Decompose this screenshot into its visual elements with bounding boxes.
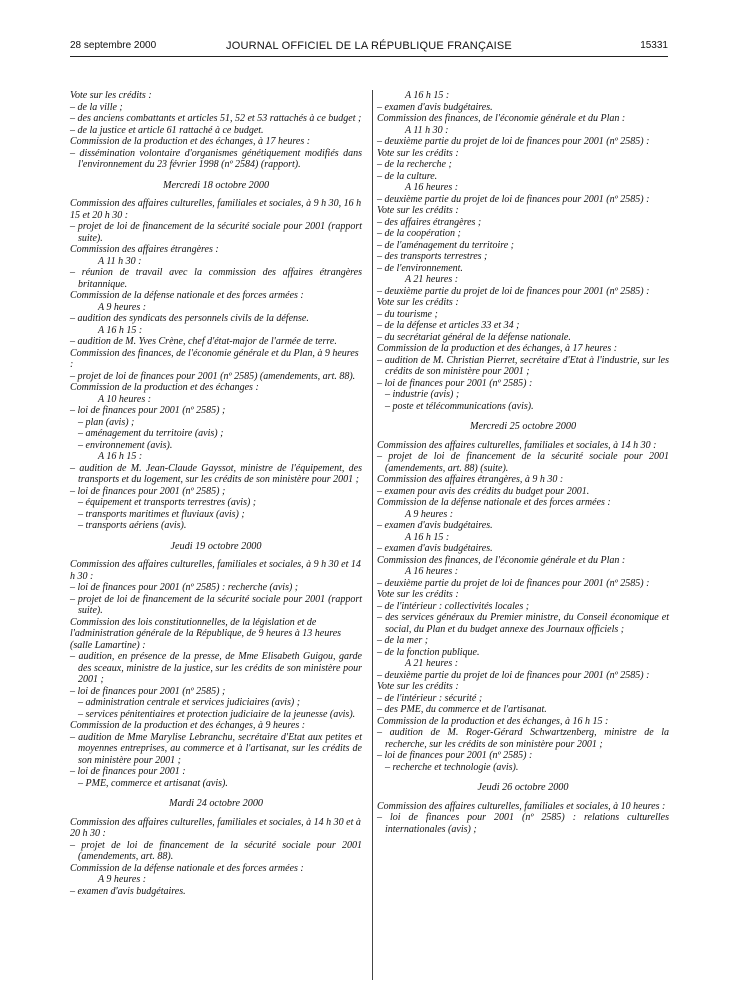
time-slot: A 16 heures : <box>405 182 459 193</box>
agenda-item: – examen d'avis budgétaires. <box>377 101 493 113</box>
agenda-item: – de la justice et article 61 rattaché à ce budget. <box>70 124 264 136</box>
committee-heading: Vote sur les crédits : <box>377 681 459 692</box>
agenda-item: – loi de finances pour 2001 (nº 2585) : <box>377 750 533 761</box>
agenda-item: – examen d'avis budgétaires. <box>377 543 493 554</box>
committee-heading: Commission des affaires étrangères : <box>70 244 219 255</box>
agenda-item: – audition de M. Jean-Claude Gayssot, ministre de l'équipement, des transports et du logement, sur les crédits de son ministère pour 2001 ; <box>70 462 362 485</box>
agenda-item: – des anciens combattants et articles 51, 52 et 53 rattachés à ce budget ; <box>70 113 362 124</box>
agenda-item: – de l'intérieur : sécurité ; <box>377 692 483 704</box>
committee-heading: Commission des lois constitutionnelles, de la législation et de l'administration générale de la République, de 9 heures à 13 heures (salle Lamartine) : <box>70 616 342 651</box>
agenda-item: – deuxième partie du projet de loi de finances pour 2001 (nº 2585) : <box>377 193 650 205</box>
agenda-item: – du tourisme ; <box>377 308 438 320</box>
header-rule <box>70 56 668 57</box>
date-heading: Mercredi 25 octobre 2000 <box>469 421 577 432</box>
time-slot: A 16 heures : <box>405 566 459 577</box>
committee-heading: Commission de la production et des échanges, à 16 h 15 : <box>377 715 609 727</box>
committee-heading: Commission des finances, de l'économie générale et du Plan, à 9 heures : <box>70 347 359 370</box>
agenda-item: – deuxième partie du projet de loi de finances pour 2001 (nº 2585) : <box>377 577 650 589</box>
time-slot: A 16 h 15 : <box>98 324 143 336</box>
agenda-item: – loi de finances pour 2001 (nº 2585) ; <box>70 685 226 697</box>
agenda-item: – projet de loi de financement de la sécurité sociale pour 2001 (amendements, art. 88). <box>70 839 362 862</box>
agenda-item: – loi de finances pour 2001 (nº 2585) : recherche (avis) ; <box>70 582 299 593</box>
agenda-item: – dissémination volontaire d'organismes génétiquement modifiés dans l'environnement du 23 février 1998 (nº 2584) (rapport). <box>70 147 362 170</box>
agenda-item: – de l'intérieur : collectivités locales ; <box>377 600 530 612</box>
time-slot: A 21 heures : <box>405 658 459 669</box>
date-heading: Mercredi 18 octobre 2000 <box>162 179 270 191</box>
page-number: 15331 <box>640 40 668 51</box>
time-slot: A 16 h 15 : <box>405 90 450 101</box>
agenda-subitem: – transports maritimes et fluviaux (avis) ; <box>78 508 245 520</box>
agenda-subitem: – aménagement du territoire (avis) ; <box>78 428 224 439</box>
committee-heading: Vote sur les crédits : <box>377 205 459 216</box>
time-slot: A 9 heures : <box>405 508 454 520</box>
agenda-item: – audition, en présence de la presse, de Mme Elisabeth Guigou, garde des sceaux, ministre de la justice, sur les crédits de son ministère pour 2001 ; <box>70 651 362 685</box>
agenda-subitem: – industrie (avis) ; <box>385 389 460 400</box>
date-heading: Jeudi 19 octobre 2000 <box>170 540 262 552</box>
committee-heading: Commission de la production et des échanges, à 17 heures : <box>377 343 618 354</box>
agenda-subitem: – plan (avis) ; <box>78 416 135 428</box>
date-heading: Mardi 24 octobre 2000 <box>168 798 264 809</box>
agenda-subitem: – administration centrale et services judiciaires (avis) ; <box>78 697 301 708</box>
committee-heading: Commission de la défense nationale et des forces armées : <box>70 290 304 301</box>
agenda-item: – des services généraux du Premier ministre, du Conseil économique et social, du Plan et du budget annexe des Journaux officiels ; <box>377 612 669 635</box>
committee-heading: Vote sur les crédits : <box>377 589 459 600</box>
time-slot: A 10 heures : <box>98 393 152 405</box>
agenda-subitem: – services pénitentiaires et protection judiciaire de la jeunesse (avis). <box>78 708 356 720</box>
committee-heading: Commission de la production et des échanges, à 9 heures : <box>70 720 306 731</box>
committee-heading: Commission des affaires culturelles, familiales et sociales, à 14 h 30 : <box>377 439 657 451</box>
agenda-subitem: – équipement et transports terrestres (avis) ; <box>78 497 257 508</box>
agenda-item: – réunion de travail avec la commission des affaires étrangères britannique. <box>70 267 362 290</box>
time-slot: A 21 heures : <box>405 274 459 285</box>
committee-heading: Commission des affaires culturelles, familiales et sociales, à 14 h 30 et à 20 h 30 : <box>70 816 361 839</box>
header-date: 28 septembre 2000 <box>70 40 157 51</box>
right-column <box>377 90 669 835</box>
date-heading: Jeudi 26 octobre 2000 <box>477 782 569 793</box>
agenda-subitem: – transports aériens (avis). <box>78 520 187 531</box>
agenda-item: – audition de M. Yves Crène, chef d'état-major de l'armée de terre. <box>70 336 337 347</box>
agenda-item: – audition de M. Roger-Gérard Schwartzenberg, ministre de la recherche, sur les crédits de son ministère pour 2001 ; <box>377 727 669 750</box>
agenda-item: – audition de Mme Marylise Lebranchu, secrétaire d'Etat aux petites et moyennes entreprises, au commerce et à l'artisanat, sur les crédits de son ministère pour 2001 ; <box>70 731 362 766</box>
agenda-subitem: – poste et télécommunications (avis). <box>385 400 534 412</box>
committee-heading: Commission des finances, de l'économie générale et du Plan : <box>377 113 626 124</box>
agenda-subitem: – environnement (avis). <box>78 439 173 451</box>
committee-heading: Commission des affaires culturelles, familiales et sociales, à 9 h 30, 16 h 15 et 20 h 30 : <box>70 198 362 221</box>
agenda-item: – des PME, du commerce et de l'artisanat. <box>377 704 547 715</box>
agenda-item: – loi de finances pour 2001 (nº 2585) : relations culturelles internationales (avis) ; <box>377 812 669 835</box>
agenda-item: – deuxième partie du projet de loi de finances pour 2001 (nº 2585) : <box>377 285 650 297</box>
agenda-item: – de l'aménagement du territoire ; <box>377 239 515 251</box>
committee-heading: Commission de la défense nationale et des forces armées : <box>70 862 304 874</box>
agenda-item: – deuxième partie du projet de loi de finances pour 2001 (nº 2585) : <box>377 669 650 681</box>
left-column <box>70 90 362 897</box>
agenda-item: – des transports terrestres ; <box>377 251 488 262</box>
agenda-item: – audition de M. Christian Pierret, secrétaire d'Etat à l'industrie, sur les crédits de son ministère pour 2001 ; <box>377 354 669 377</box>
time-slot: A 16 h 15 : <box>98 451 143 462</box>
agenda-item: – loi de finances pour 2001 (nº 2585) ; <box>70 485 226 497</box>
time-slot: A 11 h 30 : <box>405 124 449 136</box>
agenda-item: – de la mer ; <box>377 635 429 646</box>
agenda-item: – loi de finances pour 2001 (nº 2585) : <box>377 377 533 389</box>
time-slot: A 11 h 30 : <box>98 255 142 267</box>
agenda-item: – de la coopération ; <box>377 228 461 239</box>
committee-heading: Vote sur les crédits : <box>377 297 459 308</box>
agenda-item: – projet de loi de financement de la sécurité sociale pour 2001 (amendements, art. 88) (suite). <box>377 451 669 474</box>
column-divider <box>372 90 373 980</box>
committee-heading: Commission des affaires culturelles, familiales et sociales, à 10 heures : <box>377 800 666 812</box>
agenda-item: – projet de loi de finances pour 2001 (nº 2585) (amendements, art. 88). <box>70 370 356 382</box>
agenda-item: – examen pour avis des crédits du budget pour 2001. <box>377 485 590 497</box>
agenda-item: – projet de loi de financement de la sécurité sociale pour 2001 (rapport suite). <box>70 593 362 616</box>
agenda-item: – examen d'avis budgétaires. <box>70 885 186 897</box>
page-header <box>70 40 668 56</box>
committee-heading: Commission des finances, de l'économie générale et du Plan : <box>377 554 626 566</box>
agenda-item: – loi de finances pour 2001 : <box>70 766 186 777</box>
agenda-item: – de la culture. <box>377 170 438 182</box>
agenda-item: – examen d'avis budgétaires. <box>377 520 493 531</box>
agenda-item: – loi de finances pour 2001 (nº 2585) ; <box>70 405 226 416</box>
agenda-item: – du secrétariat général de la défense nationale. <box>377 331 571 343</box>
agenda-item: – de la recherche ; <box>377 159 452 170</box>
committee-heading: Vote sur les crédits : <box>377 147 459 159</box>
committee-heading: Commission des affaires culturelles, familiales et sociales, à 9 h 30 et 14 h 30 : <box>70 559 361 582</box>
agenda-subitem: – PME, commerce et artisanat (avis). <box>78 777 228 789</box>
committee-heading: Commission de la défense nationale et des forces armées : <box>377 497 611 508</box>
agenda-item: – des affaires étrangères ; <box>377 216 482 228</box>
agenda-item: – de la ville ; <box>70 101 123 113</box>
agenda-item: – deuxième partie du projet de loi de finances pour 2001 (nº 2585) : <box>377 136 650 147</box>
agenda-item: – de la défense et articles 33 et 34 ; <box>377 320 520 331</box>
agenda-item: – de l'environnement. <box>377 262 463 274</box>
committee-heading: Commission de la production et des échanges : <box>70 382 259 393</box>
agenda-item: – projet de loi de financement de la sécurité sociale pour 2001 (rapport suite). <box>70 221 362 244</box>
time-slot: A 9 heures : <box>98 874 147 885</box>
committee-heading: Vote sur les crédits : <box>70 90 152 101</box>
committee-heading: Commission de la production et des échanges, à 17 heures : <box>70 136 311 147</box>
agenda-item: – de la fonction publique. <box>377 646 480 658</box>
time-slot: A 9 heures : <box>98 301 147 313</box>
time-slot: A 16 h 15 : <box>405 531 450 543</box>
agenda-item: – audition des syndicats des personnels civils de la défense. <box>70 313 309 324</box>
journal-title: JOURNAL OFFICIEL DE LA RÉPUBLIQUE FRANÇAISE <box>226 40 512 52</box>
agenda-subitem: – recherche et technologie (avis). <box>385 761 519 773</box>
committee-heading: Commission des affaires étrangères, à 9 h 30 : <box>377 474 564 485</box>
